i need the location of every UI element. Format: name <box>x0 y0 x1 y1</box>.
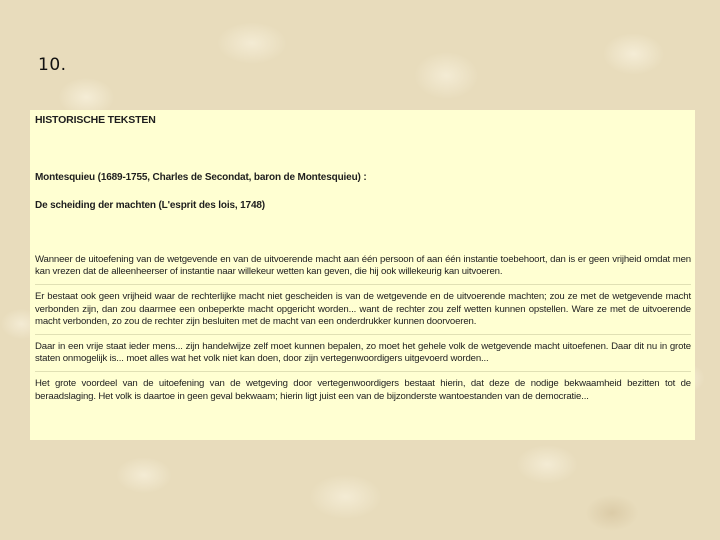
slide-number: 10. <box>38 55 67 75</box>
paragraph-3: Daar in een vrije staat ieder mens... zijn handelwijze zelf moet kunnen bepalen, zo moet het gehele volk de wetgevende macht uitoefenen. Daar dit nu in grote staten onmogelijk is... moet alles wat het volk niet kan doen, door zijn vertegenwoordigers uitgevoerd worden... <box>35 340 691 365</box>
paragraph-divider <box>35 371 691 372</box>
paragraph-divider <box>35 334 691 335</box>
historical-text-panel <box>30 110 695 440</box>
document-heading: HISTORISCHE TEKSTEN <box>35 114 156 126</box>
author-line: Montesquieu (1689-1755, Charles de Secondat, baron de Montesquieu) : <box>35 171 367 183</box>
paragraph-4: Het grote voordeel van de uitoefening van de wetgeving door vertegenwoordigers bestaat hierin, dat deze de nodige bekwaamheid bezitten tot de beraadslaging. Het volk is daartoe in geen geval bekwaam; hierin ligt juist een van de bijzonderste wantoestanden van de democratie... <box>35 377 691 402</box>
paragraph-1: Wanneer de uitoefening van de wetgevende en van de uitvoerende macht aan één persoon of aan één instantie toebehoort, dan is er geen vrijheid omdat men kan vrezen dat de alleenheerser of instantie naar willekeur wetten kan geven, die hij ook willekeurig kan uitvoeren. <box>35 253 691 278</box>
paragraph-2: Er bestaat ook geen vrijheid waar de rechterlijke macht niet gescheiden is van de wetgevende en de uitvoerende machten; zou ze met de wetgevende macht verbonden zijn, dan zou daarmee een onbeperkte macht opgericht worden... want de rechter zou zelf wetten kunnen opstellen. Ware ze met de uitvoerende macht verbonden, zo zou de rechter zijn besluiten met de macht van een onderdrukker kunnen doorvoeren. <box>35 290 691 328</box>
paragraph-divider <box>35 284 691 285</box>
work-title: De scheiding der machten (L'esprit des lois, 1748) <box>35 200 265 212</box>
